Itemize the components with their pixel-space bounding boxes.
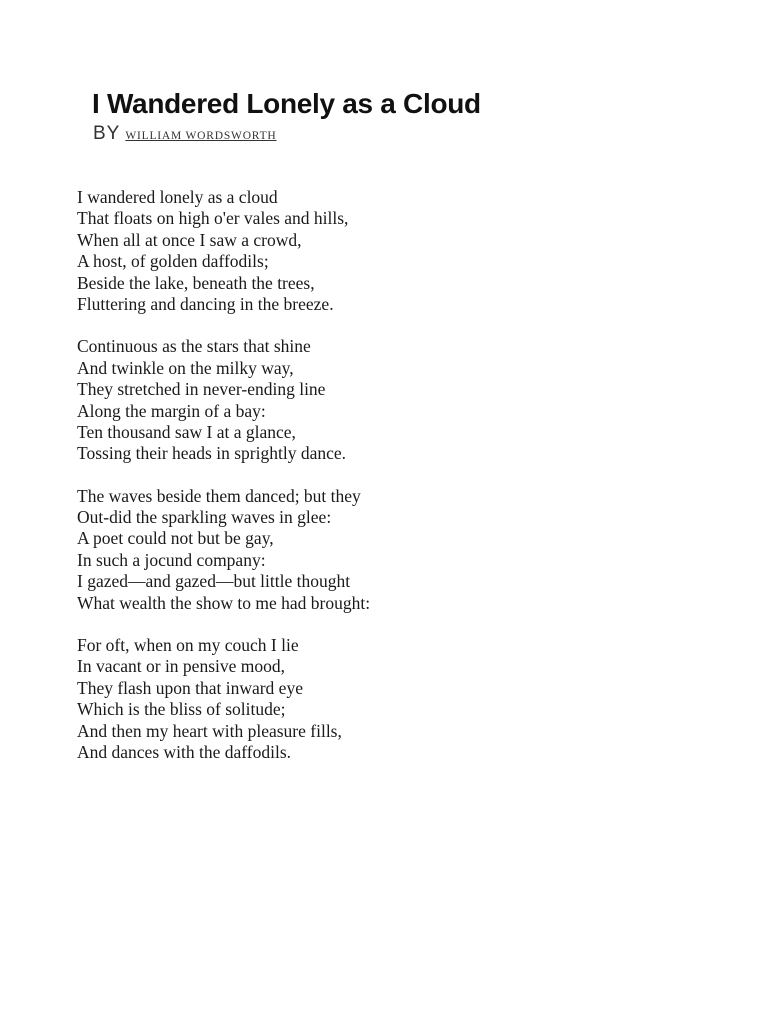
poem-line: Along the margin of a bay:	[77, 400, 266, 421]
poem-line: Tossing their heads in sprightly dance.	[77, 443, 347, 464]
poem-line: A host, of golden daffodils;	[77, 251, 269, 272]
poem-line: In such a jocund company:	[77, 549, 266, 570]
poem-line: They stretched in never-ending line	[77, 379, 326, 400]
stanza-1	[77, 187, 737, 315]
poem-line: In vacant or in pensive mood,	[77, 656, 286, 677]
stanza-4	[77, 635, 737, 763]
stanza-2	[77, 336, 737, 464]
poem-line: For oft, when on my couch I lie	[77, 635, 299, 656]
poem-line: Fluttering and dancing in the breeze.	[77, 293, 334, 314]
poem-line: Beside the lake, beneath the trees,	[77, 272, 315, 293]
poem-line: That floats on high o'er vales and hills,	[77, 208, 349, 229]
poem-body	[77, 187, 737, 784]
byline	[93, 121, 277, 149]
poem-line: And twinkle on the milky way,	[77, 357, 294, 378]
author-link[interactable]: WILLIAM WORDSWORTH	[125, 130, 277, 142]
poem-line: The waves beside them danced; but they	[77, 485, 361, 506]
poem-line: A poet could not but be gay,	[77, 528, 274, 549]
by-label: BY	[93, 123, 121, 144]
poem-title: I Wandered Lonely as a Cloud	[92, 88, 481, 119]
poem-line: Ten thousand saw I at a glance,	[77, 421, 296, 442]
poem-line: They flash upon that inward eye	[77, 677, 303, 698]
poem-line: Continuous as the stars that shine	[77, 336, 311, 357]
poem-line: I gazed—and gazed—but little thought	[77, 571, 351, 592]
poem-line: What wealth the show to me had brought:	[77, 592, 371, 613]
poem-line: I wandered lonely as a cloud	[77, 187, 278, 207]
poem-line: Which is the bliss of solitude;	[77, 699, 286, 720]
poem-line: Out-did the sparkling waves in glee:	[77, 507, 332, 528]
stanza-3	[77, 486, 737, 614]
poem-line: And dances with the daffodils.	[77, 741, 292, 762]
poem-line: And then my heart with pleasure fills,	[77, 720, 342, 741]
poem-line: When all at once I saw a crowd,	[77, 229, 302, 250]
